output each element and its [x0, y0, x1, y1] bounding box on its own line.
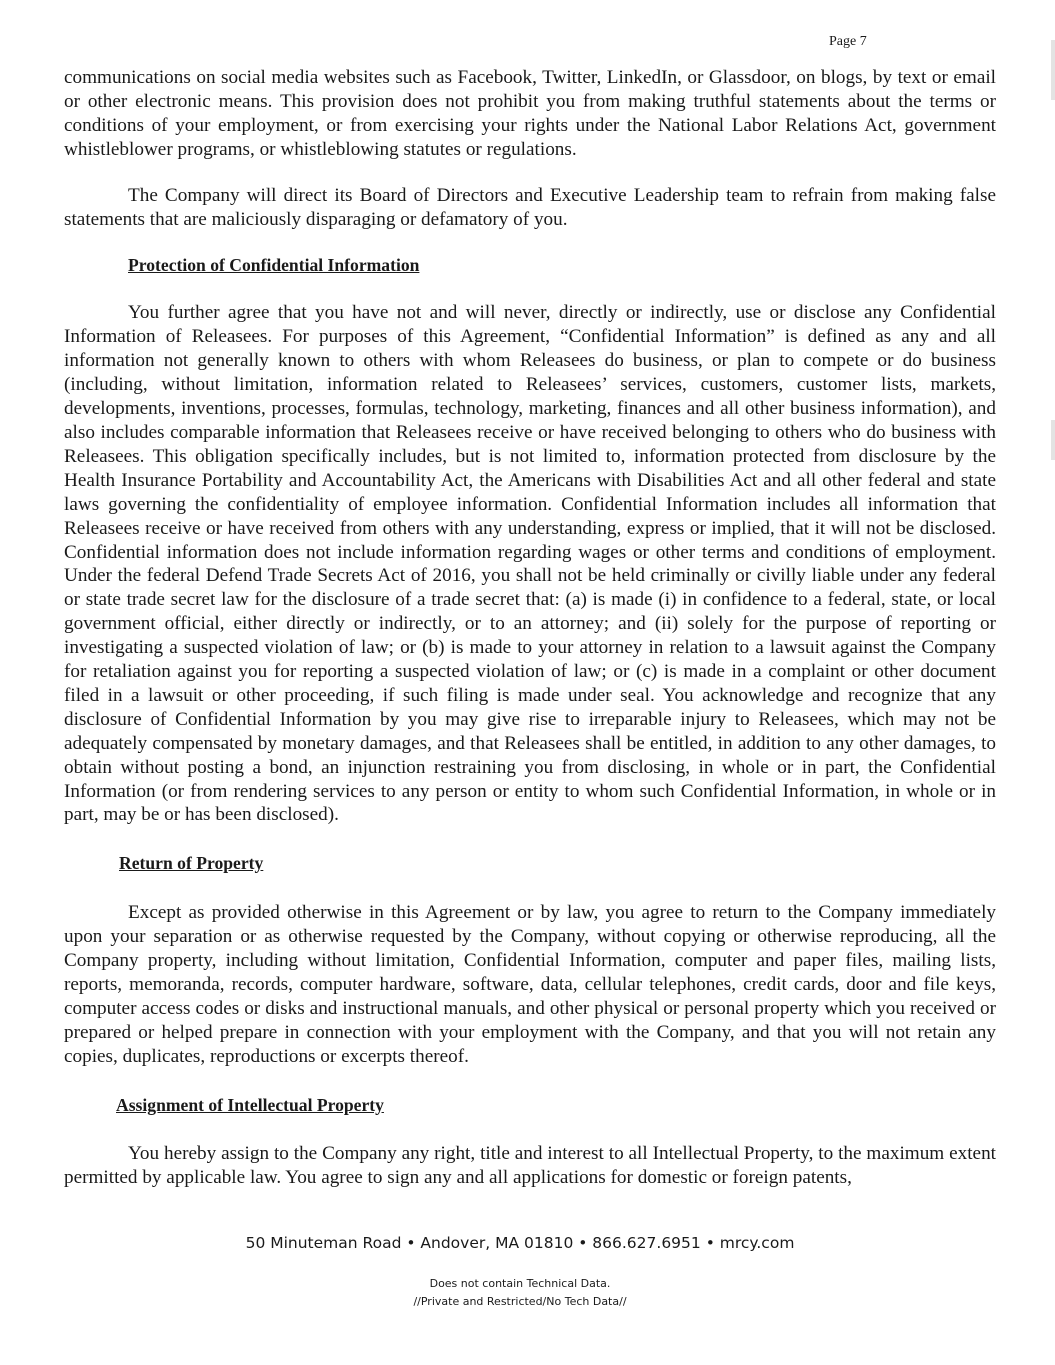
- paragraph-return-of-property: Except as provided otherwise in this Agreement or by law, you agree to return to the Company immediately upon your separation or as otherwise requested by the Company, without copying or otherwise reproducing, all the Company property, including without limitation, Confidential Information, computer and paper files, mailing lists, reports, memoranda, records, computer hardware, software, data, cellular telephones, credit cards, door and file keys, computer access codes or disks and instructional manuals, and other physical or personal property which you received or prepared or helped prepare in connection with your employment with the Company, and that you will not retain any copies, duplicates, reproductions or excerpts thereof.: [64, 902, 996, 1067]
- section-heading-confidential-information: Protection of Confidential Information: [128, 255, 420, 276]
- paragraph-confidential-information: You further agree that you have not and will never, directly or indirectly, use or disclose any Confidential Information of Releasees. For purposes of this Agreement, “Confidential Information” is defined as any and all information not generally known to others with whom Releasees do business, or plan to compete or do business (including, without limitation, information related to Releasees’ services, customers, customer lists, markets, developments, inventions, processes, formulas, technology, marketing, finances and all other business information), and also includes comparable information that Releasees receive or have received belonging to others who do business with Releasees. This obligation specifically includes, but is not limited to, information protected from disclosure by the Health Insurance Portability and Accountability Act, the Americans with Disabilities Act and all other federal and state laws governing the confidentiality of employee information. Confidential Information includes all information that Releasees receive or have received from others with any understanding, express or implied, that it will not be disclosed. Confidential information does not include information regarding wages or other terms and conditions of employment. Under the federal Defend Trade Secrets Act of 2016, you shall not be held criminally or civilly liable under any federal or state trade secret law for the disclosure of a trade secret that: (a) is made (i) in confidence to a federal, state, or local government official, either directly or indirectly, or to an attorney; and (ii) solely for the purpose of reporting or investigating a suspected violation of law; or (b) is made to your attorney in relation to a lawsuit against the Company for retaliation against you for reporting a suspected violation of law; or (c) is made in a complaint or other document filed in a lawsuit or other proceeding, if such filing is made under seal. You acknowledge and recognize that any disclosure of Confidential Information by you may give rise to irreparable injury to Releasees, which may not be adequately compensated by monetary damages, and that Releasees shall be entitled, in addition to any other damages, to obtain without posting a bond, an injunction restraining you from disclosing, in whole or in part, the Confidential Information (or from rendering services to any person or entity to whom such Confidential Information, in whole or in part, may be or has been disclosed).: [64, 302, 996, 826]
- footer-classification-note: //Private and Restricted/No Tech Data//: [413, 1295, 627, 1308]
- paragraph-non-disparagement-continued: communications on social media websites such as Facebook, Twitter, LinkedIn, or Glassdoor, on blogs, by text or email or other electronic means. This provision does not prohibit you from making truthful statements about the terms or conditions of your employment, or from exercising your rights under the National Labor Relations Act, government whistleblower programs, or whistleblowing statutes or regulations.: [64, 67, 996, 160]
- section-heading-intellectual-property: Assignment of Intellectual Property: [116, 1094, 384, 1115]
- scan-edge-shadow: [1051, 420, 1055, 460]
- document-body: [64, 66, 996, 1190]
- footer-address: 50 Minuteman Road • Andover, MA 01810 • 866.627.6951 • mrcy.com: [245, 1234, 795, 1252]
- section-heading-return-of-property: Return of Property: [119, 853, 264, 874]
- footer-technical-data-note: Does not contain Technical Data.: [429, 1277, 611, 1290]
- paragraph-company-obligation: The Company will direct its Board of Directors and Executive Leadership team to refrain from making false statements that are maliciously disparaging or defamatory of you.: [64, 184, 996, 230]
- scan-edge-shadow: [1051, 40, 1055, 100]
- paragraph-intellectual-property: You hereby assign to the Company any right, title and interest to all Intellectual Property, to the maximum extent permitted by applicable law. You agree to sign any and all applications for domestic or foreign patents,: [64, 1142, 996, 1188]
- page-number: Page 7: [829, 34, 867, 49]
